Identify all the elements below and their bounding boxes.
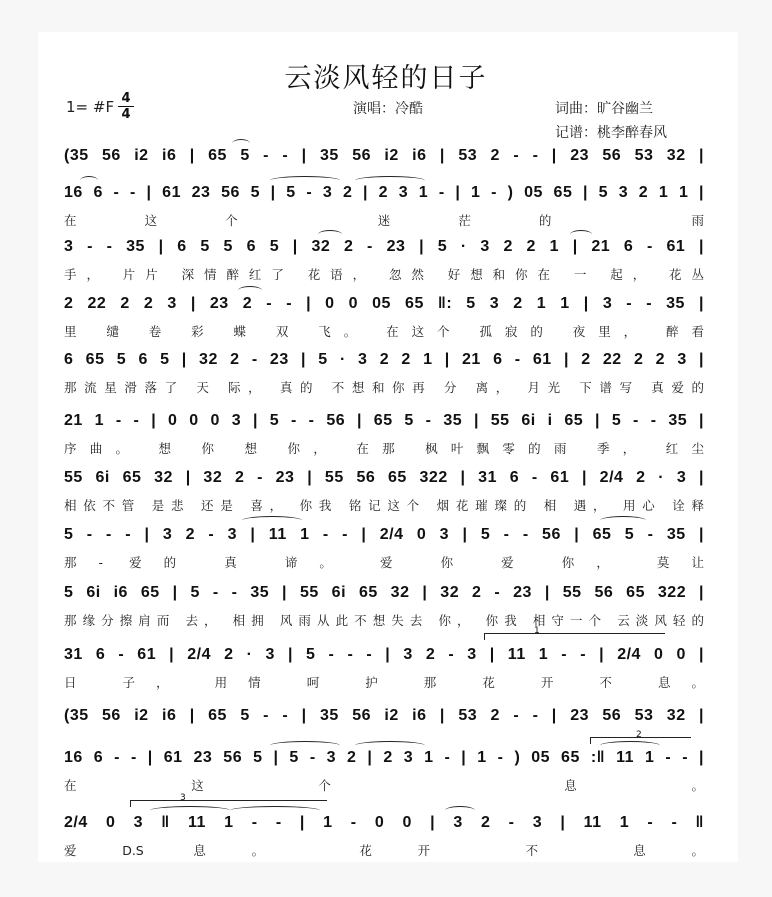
volta-bracket: [130, 800, 327, 807]
slur-mark: [80, 176, 98, 185]
notation-line: 5 - - - | 3 2 - 3 | 11 1 - - | 2/4 0 3 | 5 - - 56 | 65 5 - 35 |: [64, 526, 704, 543]
lyrics-line: 在这个 迷茫的 雨: [64, 213, 704, 228]
lyrics-line: 在这个 息。: [64, 778, 704, 793]
volta-number: 2: [636, 730, 642, 740]
lyrics-line: 那- 爱的 真 谛。 爱 你 爱 你， 莫让: [64, 555, 704, 570]
notation-line: 21 1 - - | 0 0 0 3 | 5 - - 56 | 65 5 - 35 | 55 6i i 65 | 5 - - 35 |: [64, 412, 704, 429]
time-signature-top: 4: [121, 91, 131, 106]
notation-line: 2 22 2 2 3 | 23 2 - - | 0 0 05 65 ‖: 5 3 2 1 1 | 3 - - 35 |: [64, 295, 704, 312]
slur-mark: [150, 806, 230, 815]
lyrics-line: 那缘分擦肩而 去， 相拥 风雨从此不想失去 你， 你我 相守一个 云淡风轻的: [64, 613, 704, 628]
slur-mark: [600, 516, 646, 525]
notation-line: (35 56 i2 i6 | 65 5 - - | 35 56 i2 i6 | 53 2 - - | 23 56 53 32 |: [64, 147, 704, 164]
notation-line: 55 6i 65 32 | 32 2 - 23 | 55 56 65 322 | 31 6 - 61 | 2/4 2 · 3 |: [64, 469, 704, 486]
lyrics-line: 那流星滑落了 天 际， 真的 不想和你再 分 离， 月光 下谱写 真爱的: [64, 380, 704, 395]
lyrics-line: 相依不管 是悲 还是 喜， 你我 铭记这个 烟花璀璨的 相 遇， 用心 诠释: [64, 498, 704, 513]
slur-mark: [242, 516, 302, 525]
slur-mark: [355, 176, 425, 185]
slur-mark: [355, 741, 425, 750]
volta-number: 1: [534, 626, 540, 636]
time-signature-bottom: 4: [121, 107, 131, 122]
lyrics-line: 爱D.S 息。 花开 不 息。: [64, 843, 704, 858]
transcriber-credit: 记谱：桃李醉春风: [555, 125, 667, 141]
lyrics-line: 日 子， 用情 呵 护 那 花 开 不 息。: [64, 675, 704, 690]
notation-line: (35 56 i2 i6 | 65 5 - - | 35 56 i2 i6 | 53 2 - - | 23 56 53 32 |: [64, 707, 704, 724]
notation-line: 16 6 - - | 61 23 56 5 | 5 - 3 2 | 2 3 1 - | 1 - ) 05 65 | 5 3 2 1 1 |: [64, 184, 704, 201]
volta-bracket: [484, 633, 665, 640]
time-signature: [118, 92, 134, 121]
slur-mark: [230, 806, 320, 815]
volta-number: 3: [180, 793, 186, 803]
lyrics-line: 序曲。 想 你 想 你， 在那 枫叶飘零的雨 季， 红尘: [64, 441, 704, 456]
slur-mark: [318, 230, 342, 239]
lyrics-line: 里 缱 卷 彩 蝶 双 飞。 在这个 孤寂的 夜里， 醉看: [64, 324, 704, 339]
notation-line: 2/4 0 3 ‖ 11 1 - - | 1 - 0 0 | 3 2 - 3 | 11 1 - - ‖: [64, 814, 704, 831]
slur-mark: [232, 139, 250, 148]
notation-line: 6 65 5 6 5 | 32 2 - 23 | 5 · 3 2 2 1 | 21 6 - 61 | 2 22 2 2 3 |: [64, 351, 704, 368]
slur-mark: [238, 286, 262, 295]
notation-line: 31 6 - 61 | 2/4 2 · 3 | 5 - - - | 3 2 - 3 | 11 1 - - | 2/4 0 0 |: [64, 646, 704, 663]
song-title: 云淡风轻的日子: [284, 63, 488, 94]
notation-line: 16 6 - - | 61 23 56 5 | 5 - 3 2 | 2 3 1 - | 1 - ) 05 65 :‖ 11 1 - - |: [64, 749, 704, 766]
lyrics-line: 手， 片片 深情醉红了 花语， 忽然 好想和你在 一 起， 花丛: [64, 267, 704, 282]
slur-mark: [270, 176, 340, 185]
slur-mark: [445, 806, 475, 815]
slur-mark: [270, 741, 340, 750]
slur-mark: [570, 230, 592, 239]
key-signature: 1= #F: [66, 98, 115, 116]
notation-line: 5 6i i6 65 | 5 - - 35 | 55 6i 65 32 | 32 2 - 23 | 55 56 65 322 |: [64, 584, 704, 601]
singer-credit: 演唱：冷酷: [353, 101, 423, 117]
lyricist-credit: 词曲：旷谷幽兰: [555, 101, 653, 117]
notation-line: 3 - - 35 | 6 5 5 6 5 | 32 2 - 23 | 5 · 3 2 2 1 | 21 6 - 61 |: [64, 238, 704, 255]
